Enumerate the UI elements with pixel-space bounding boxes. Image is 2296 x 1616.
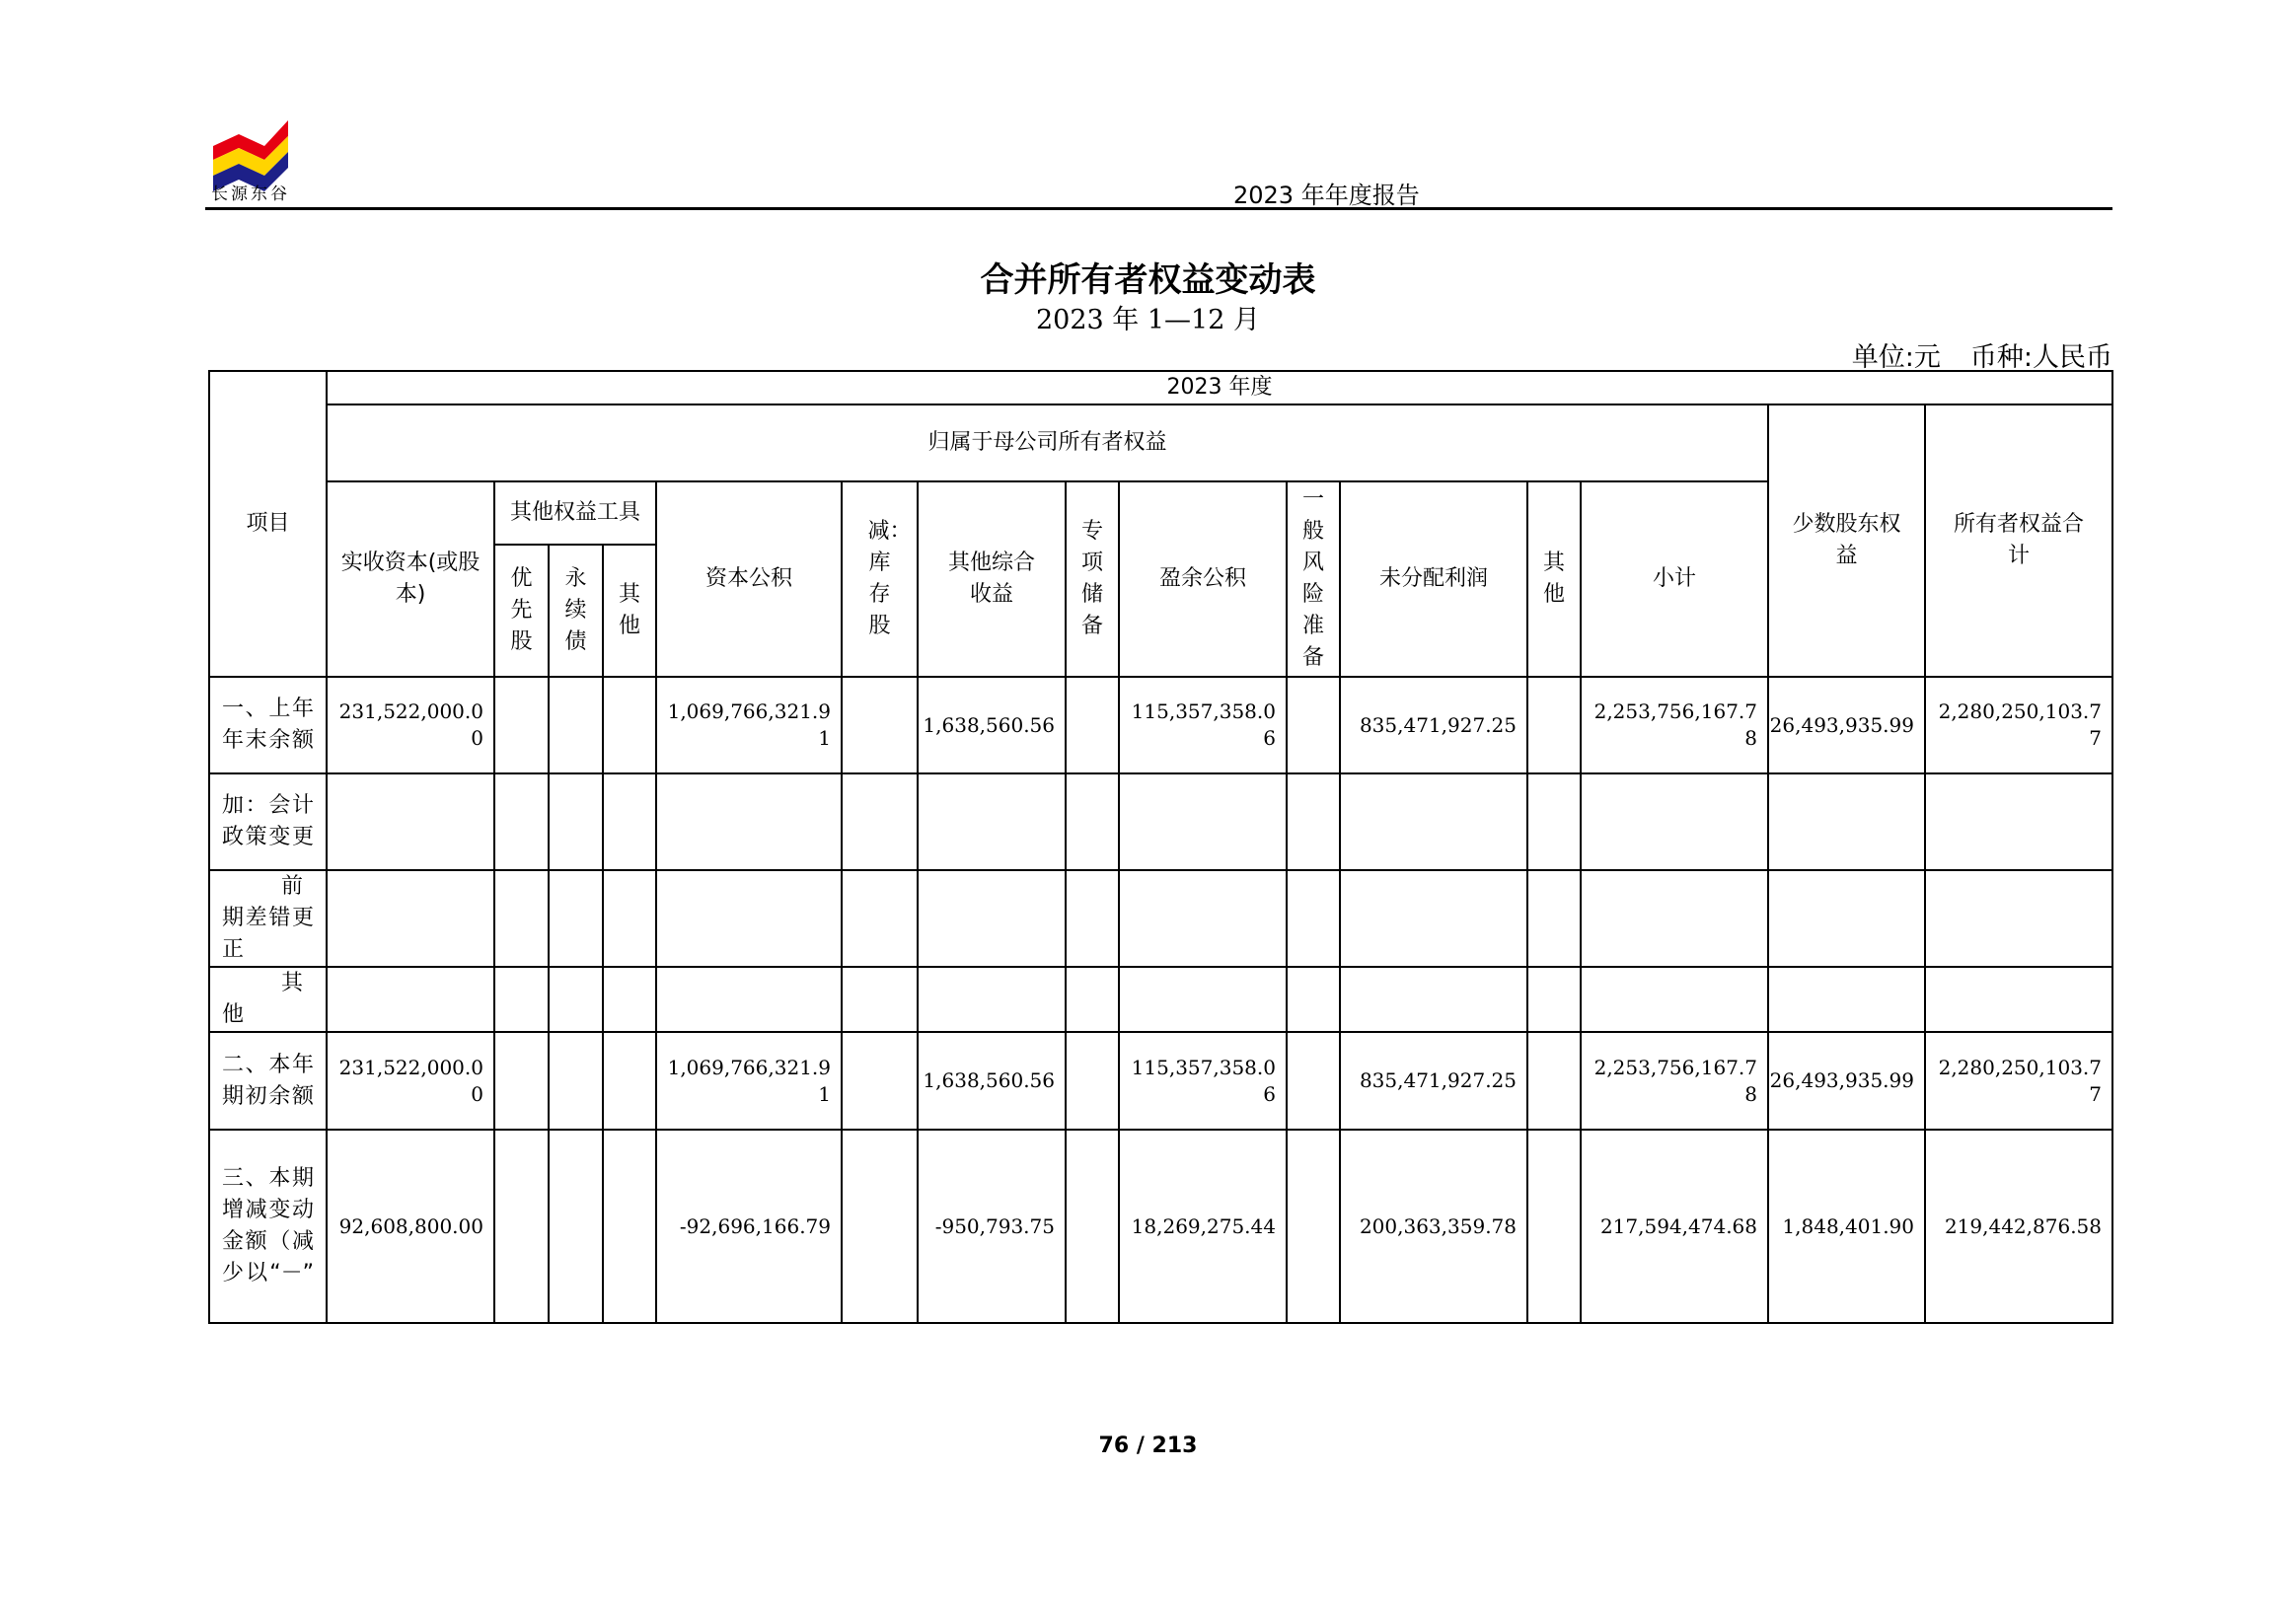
- cell-special-reserve: [1066, 1130, 1119, 1323]
- table-row: [209, 870, 2112, 967]
- cell-perpetual: [549, 1130, 603, 1323]
- cell-surplus-reserve: [1119, 773, 1287, 870]
- cell-preferred: [494, 1032, 549, 1130]
- table-row: [209, 677, 2112, 773]
- cell-risk-reserve: [1287, 870, 1340, 967]
- cell-surplus-reserve: 115,357,358.06: [1119, 677, 1287, 773]
- cell-oci: [918, 967, 1066, 1032]
- cell-oci: [918, 773, 1066, 870]
- header-item: 项目: [209, 371, 327, 677]
- row-label-text: 加：会计政策变更: [222, 793, 314, 849]
- cell-oci: -950,793.75: [918, 1130, 1066, 1323]
- cell-other: [1527, 1130, 1581, 1323]
- table-row: [209, 1130, 2112, 1323]
- header-total: [1925, 404, 2112, 677]
- header-total-text: 所有者权益合计: [1953, 512, 2084, 568]
- cell-special-reserve: [1066, 1032, 1119, 1130]
- header-other: [1527, 481, 1581, 677]
- header-retained: 未分配利润: [1340, 481, 1527, 677]
- header-preferred: [494, 545, 549, 677]
- header-oci-text: 其他综合收益: [947, 551, 1035, 607]
- row-label: [209, 677, 327, 773]
- cell-treasury: [842, 773, 918, 870]
- cell-subtotal: 217,594,474.68: [1581, 1130, 1768, 1323]
- cell-risk-reserve: [1287, 773, 1340, 870]
- header-other-tool: [603, 545, 656, 677]
- table-row: [209, 1032, 2112, 1130]
- cell-other-tool: [603, 1032, 656, 1130]
- cell-treasury: [842, 1130, 918, 1323]
- unit-label: 单位:元: [1851, 342, 1941, 373]
- cell-capital-reserve: 1,069,766,321.91: [656, 677, 842, 773]
- cell-other-tool: [603, 1130, 656, 1323]
- cell-minority: [1768, 870, 1925, 967]
- header-minority: [1768, 404, 1925, 677]
- cell-minority: 26,493,935.99: [1768, 677, 1925, 773]
- cell-retained: [1340, 870, 1527, 967]
- header-special-reserve: [1066, 481, 1119, 677]
- cell-total: 2,280,250,103.77: [1925, 1032, 2112, 1130]
- row-label-text: 其他: [222, 971, 304, 1027]
- row-label-text: 三、本期增减变动金额（减少以“－”: [222, 1166, 314, 1285]
- header-risk-reserve: [1287, 481, 1340, 677]
- cell-surplus-reserve: [1119, 870, 1287, 967]
- cell-treasury: [842, 1032, 918, 1130]
- header-risk-reserve-text: 一般风险准备: [1301, 487, 1324, 670]
- cell-total: 219,442,876.58: [1925, 1130, 2112, 1323]
- cell-other-tool: [603, 967, 656, 1032]
- cell-surplus-reserve: 18,269,275.44: [1119, 1130, 1287, 1323]
- cell-treasury: [842, 870, 918, 967]
- cell-other: [1527, 1032, 1581, 1130]
- header-treasury-text: 减：库存股: [867, 519, 912, 638]
- unit-line: [1822, 335, 2112, 374]
- cell-treasury: [842, 967, 918, 1032]
- cell-paid-in: 231,522,000.00: [327, 677, 494, 773]
- header-treasury: [842, 481, 918, 677]
- cell-retained: [1340, 773, 1527, 870]
- cell-risk-reserve: [1287, 677, 1340, 773]
- row-label-text: 一、上年年末余额: [222, 697, 314, 753]
- report-title: 2023 年年度报告: [1233, 182, 1420, 209]
- cell-retained: [1340, 967, 1527, 1032]
- cell-preferred: [494, 967, 549, 1032]
- cell-treasury: [842, 677, 918, 773]
- cell-special-reserve: [1066, 870, 1119, 967]
- cell-retained: 835,471,927.25: [1340, 677, 1527, 773]
- cell-preferred: [494, 677, 549, 773]
- row-label: [209, 1130, 327, 1323]
- cell-total: [1925, 967, 2112, 1032]
- cell-minority: 1,848,401.90: [1768, 1130, 1925, 1323]
- header-surplus-reserve: 盈余公积: [1119, 481, 1287, 677]
- cell-minority: [1768, 967, 1925, 1032]
- header-other-equity-tools-text: 其他权益工具: [509, 500, 640, 525]
- cell-oci: 1,638,560.56: [918, 1032, 1066, 1130]
- cell-oci: 1,638,560.56: [918, 677, 1066, 773]
- cell-other-tool: [603, 677, 656, 773]
- cell-retained: 200,363,359.78: [1340, 1130, 1527, 1323]
- row-label-text: 二、本年期初余额: [222, 1052, 314, 1109]
- header-rule: [205, 207, 2112, 210]
- header-capital-reserve: 资本公积: [656, 481, 842, 677]
- currency-label: 币种:人民币: [1969, 342, 2112, 373]
- cell-surplus-reserve: 115,357,358.06: [1119, 1032, 1287, 1130]
- cell-other-tool: [603, 773, 656, 870]
- header-other-text: 其他: [1542, 551, 1565, 607]
- row-label: [209, 1032, 327, 1130]
- cell-minority: [1768, 773, 1925, 870]
- cell-paid-in: [327, 870, 494, 967]
- cell-risk-reserve: [1287, 1032, 1340, 1130]
- cell-paid-in: [327, 773, 494, 870]
- cell-perpetual: [549, 677, 603, 773]
- document-period: 2023 年 1—12 月: [1036, 305, 1260, 335]
- cell-other: [1527, 677, 1581, 773]
- cell-surplus-reserve: [1119, 967, 1287, 1032]
- cell-oci: [918, 870, 1066, 967]
- cell-perpetual: [549, 773, 603, 870]
- equity-change-table: [208, 370, 2113, 1324]
- row-label: [209, 870, 327, 967]
- cell-retained: 835,471,927.25: [1340, 1032, 1527, 1130]
- cell-subtotal: [1581, 967, 1768, 1032]
- document-title: 合并所有者权益变动表: [980, 260, 1316, 300]
- header-special-reserve-text: 专项储备: [1080, 519, 1103, 638]
- cell-special-reserve: [1066, 773, 1119, 870]
- header-perpetual: [549, 545, 603, 677]
- table-row: [209, 967, 2112, 1032]
- cell-capital-reserve: 1,069,766,321.91: [656, 1032, 842, 1130]
- cell-capital-reserve: [656, 870, 842, 967]
- cell-capital-reserve: -92,696,166.79: [656, 1130, 842, 1323]
- cell-special-reserve: [1066, 677, 1119, 773]
- cell-risk-reserve: [1287, 1130, 1340, 1323]
- header-perpetual-text: 永续债: [564, 566, 587, 654]
- cell-special-reserve: [1066, 967, 1119, 1032]
- cell-minority: 26,493,935.99: [1768, 1032, 1925, 1130]
- cell-subtotal: 2,253,756,167.78: [1581, 677, 1768, 773]
- table-row: [209, 773, 2112, 870]
- header-paid-in-text: 实收资本(或股本): [340, 551, 481, 607]
- cell-preferred: [494, 773, 549, 870]
- header-preferred-text: 优先股: [510, 566, 533, 654]
- row-label: [209, 967, 327, 1032]
- header-parent-equity: 归属于母公司所有者权益: [327, 404, 1768, 481]
- cell-paid-in: 92,608,800.00: [327, 1130, 494, 1323]
- cell-perpetual: [549, 967, 603, 1032]
- header-subtotal: 小计: [1581, 481, 1768, 677]
- cell-paid-in: 231,522,000.00: [327, 1032, 494, 1130]
- cell-other: [1527, 967, 1581, 1032]
- cell-subtotal: 2,253,756,167.78: [1581, 1032, 1768, 1130]
- cell-subtotal: [1581, 773, 1768, 870]
- cell-capital-reserve: [656, 773, 842, 870]
- header-oci: [918, 481, 1066, 677]
- header-year: 2023 年度: [327, 371, 2112, 404]
- cell-risk-reserve: [1287, 967, 1340, 1032]
- cell-paid-in: [327, 967, 494, 1032]
- header-other-equity-tools: [494, 481, 656, 545]
- header-other-tool-text: 其他: [618, 582, 640, 638]
- logo-text: 长源东谷: [211, 184, 290, 204]
- cell-preferred: [494, 1130, 549, 1323]
- cell-total: 2,280,250,103.77: [1925, 677, 2112, 773]
- cell-other: [1527, 773, 1581, 870]
- cell-total: [1925, 773, 2112, 870]
- cell-perpetual: [549, 1032, 603, 1130]
- row-label-text: 前期差错更正: [222, 874, 314, 962]
- cell-preferred: [494, 870, 549, 967]
- cell-capital-reserve: [656, 967, 842, 1032]
- header-paid-in: [327, 481, 494, 677]
- cell-subtotal: [1581, 870, 1768, 967]
- page-number: 76 / 213: [1098, 1433, 1198, 1458]
- cell-other-tool: [603, 870, 656, 967]
- row-label: [209, 773, 327, 870]
- cell-other: [1527, 870, 1581, 967]
- header-minority-text: 少数股东权益: [1792, 512, 1901, 568]
- cell-perpetual: [549, 870, 603, 967]
- cell-total: [1925, 870, 2112, 967]
